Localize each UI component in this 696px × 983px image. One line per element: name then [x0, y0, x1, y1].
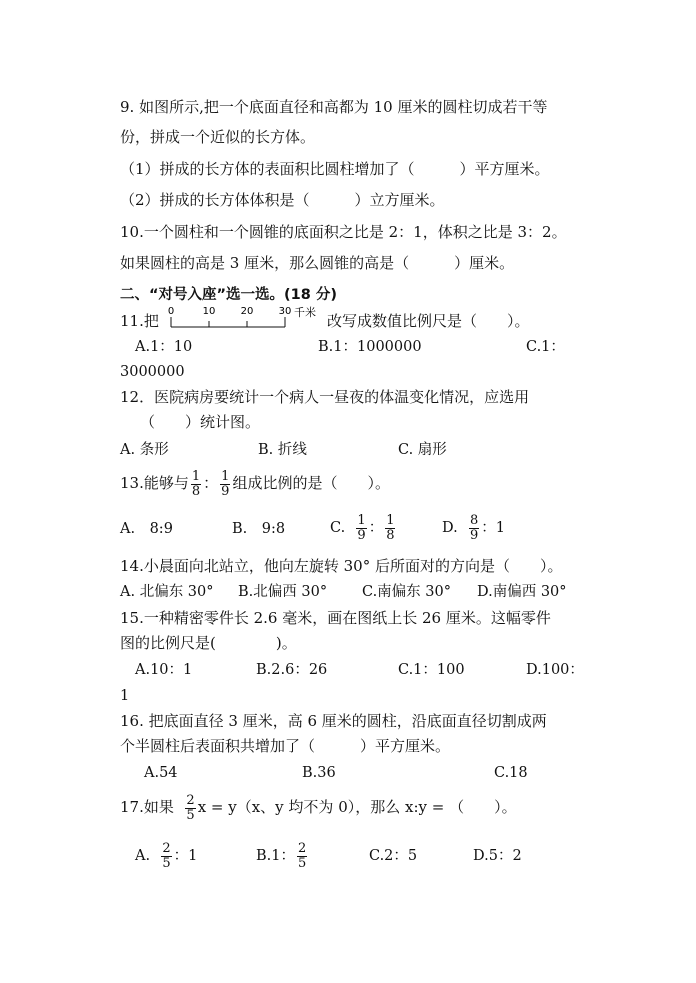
- q13-c-f1-num: 1: [357, 512, 366, 528]
- q17-option-a-fraction: [161, 842, 171, 871]
- q16-line1: 16. 把底面直径 3 厘米，高 6 厘米的圆柱，沿底面直径切割成两: [120, 712, 547, 730]
- q11-prefix: 11.把: [120, 312, 159, 330]
- scale-unit: 千米: [294, 306, 316, 319]
- q13-stem: [120, 466, 390, 500]
- q13-prefix: 13.能够与: [120, 474, 189, 492]
- q12-option-a: A. 条形: [120, 442, 169, 458]
- q13-d-f-num: 8: [469, 512, 479, 528]
- q15-option-c: C.1：100: [398, 662, 465, 678]
- q17-b-f-num: 2: [298, 840, 307, 856]
- q13-fraction-2: [220, 470, 230, 499]
- q13-fraction-1: [191, 470, 201, 499]
- q14-option-b: B.北偏西 30°: [238, 584, 328, 600]
- scale-label-10: 10: [202, 306, 216, 317]
- q13-d-f-den: 9: [469, 527, 479, 543]
- q17-fraction: [185, 794, 195, 823]
- q12-option-c: C. 扇形: [398, 442, 447, 458]
- q13-f1-num: 1: [191, 468, 201, 484]
- q15-option-d: D.100：: [526, 662, 584, 678]
- q15-option-b: B.2.6：26: [256, 662, 328, 678]
- q13-c-f2-den: 8: [386, 527, 395, 543]
- q13-option-d: [442, 510, 505, 546]
- q17-option-b-label: B.1：: [256, 848, 295, 864]
- q17-prefix: 17.如果: [120, 798, 174, 816]
- q9-line2: 份，拼成一个近似的长方体。: [120, 128, 316, 146]
- q15-option-a: A.10：1: [135, 662, 193, 678]
- q11-option-c: C.1：: [526, 339, 565, 355]
- q13-f2-num: 1: [221, 468, 230, 484]
- scale-label-0: 0: [167, 306, 175, 317]
- q13-option-c-fraction-2: [385, 514, 395, 543]
- q13-option-c-colon: ：: [368, 520, 384, 536]
- q17-a-f-den: 5: [162, 855, 171, 871]
- q13-option-c-fraction-1: [356, 514, 366, 543]
- q17-option-a: [135, 838, 197, 874]
- q17-suffix: x = y（x、y 均不为 0），那么 x:y = （ ）。: [197, 798, 517, 816]
- q13-colon: ：: [203, 474, 219, 492]
- q14-option-c: C.南偏东 30°: [362, 584, 451, 600]
- q14-line1: 14.小晨面向北站立，他向左旋转 30° 后所面对的方向是（ ）。: [120, 557, 563, 575]
- q11-option-c-cont: 3000000: [120, 364, 185, 380]
- q13-f1-den: 8: [191, 483, 201, 499]
- q12-line2: （ ）统计图。: [140, 413, 261, 431]
- q17-option-b-fraction: [297, 842, 307, 871]
- q9-line1: 9. 如图所示,把一个底面直径和高都为 10 厘米的圆柱切成若干等: [120, 98, 548, 116]
- scale-label-20: 20: [240, 306, 254, 317]
- q10-line1: 10.一个圆柱和一个圆锥的底面积之比是 2：1，体积之比是 3：2。: [120, 223, 567, 241]
- q16-option-b: B.36: [302, 765, 336, 781]
- q11-suffix: 改写成数值比例尺是（ ）。: [327, 312, 530, 330]
- q15-line1: 15.一种精密零件长 2.6 毫米，画在图纸上长 26 厘米。这幅零件: [120, 609, 551, 627]
- q13-option-d-tail: ：1: [481, 520, 505, 536]
- scale-bar: [164, 303, 324, 333]
- q16-option-c: C.18: [494, 765, 528, 781]
- q17-a-f-num: 2: [162, 840, 171, 856]
- q13-option-d-fraction: [469, 514, 479, 543]
- q11-option-b: B.1：1000000: [318, 339, 422, 355]
- q17-option-a-tail: ：1: [173, 848, 198, 864]
- q13-option-c-label: C.: [330, 520, 346, 536]
- section2-title: 二、“对号入座”选一选。(18 分): [120, 287, 338, 303]
- q13-option-b: B. 9:8: [232, 521, 286, 537]
- q13-c-f2-num: 1: [386, 512, 395, 528]
- q13-option-d-label: D.: [442, 520, 458, 536]
- q17-b-f-den: 5: [298, 855, 307, 871]
- q13-option-a: A. 8:9: [120, 521, 173, 537]
- q17-f-den: 5: [186, 807, 195, 823]
- q17-option-b: [256, 838, 309, 874]
- q11-option-a: A.1：10: [135, 339, 193, 355]
- q13-suffix: 组成比例的是（ ）。: [232, 474, 390, 492]
- q13-option-c: [330, 510, 397, 546]
- q16-option-a: A.54: [144, 765, 178, 781]
- q15-option-d-cont: 1: [120, 688, 130, 704]
- q10-line2: 如果圆柱的高是 3 厘米，那么圆锥的高是（ ）厘米。: [120, 254, 515, 272]
- q12-line1: 12．医院病房要统计一个病人一昼夜的体温变化情况，应选用: [120, 388, 530, 406]
- scale-label-30: 30: [278, 306, 292, 317]
- q17-stem: [120, 789, 517, 825]
- q17-option-a-label: A.: [135, 848, 151, 864]
- q15-line2: 图的比例尺是( )。: [120, 634, 297, 652]
- q9-sub2: （2）拼成的长方体体积是（ ）立方厘米。: [120, 191, 445, 209]
- q9-sub1: （1）拼成的长方体的表面积比圆柱增加了（ ）平方厘米。: [120, 160, 550, 178]
- q13-f2-den: 9: [221, 483, 230, 499]
- q17-option-c: C.2：5: [369, 848, 418, 864]
- q17-option-d: D.5：2: [473, 848, 522, 864]
- q16-line2: 个半圆柱后表面积共增加了（ ）平方厘米。: [120, 737, 451, 755]
- q14-option-d: D.南偏西 30°: [477, 584, 567, 600]
- q14-option-a: A. 北偏东 30°: [120, 584, 214, 600]
- q12-option-b: B. 折线: [258, 442, 307, 458]
- q13-c-f1-den: 9: [357, 527, 366, 543]
- q17-f-num: 2: [186, 792, 195, 808]
